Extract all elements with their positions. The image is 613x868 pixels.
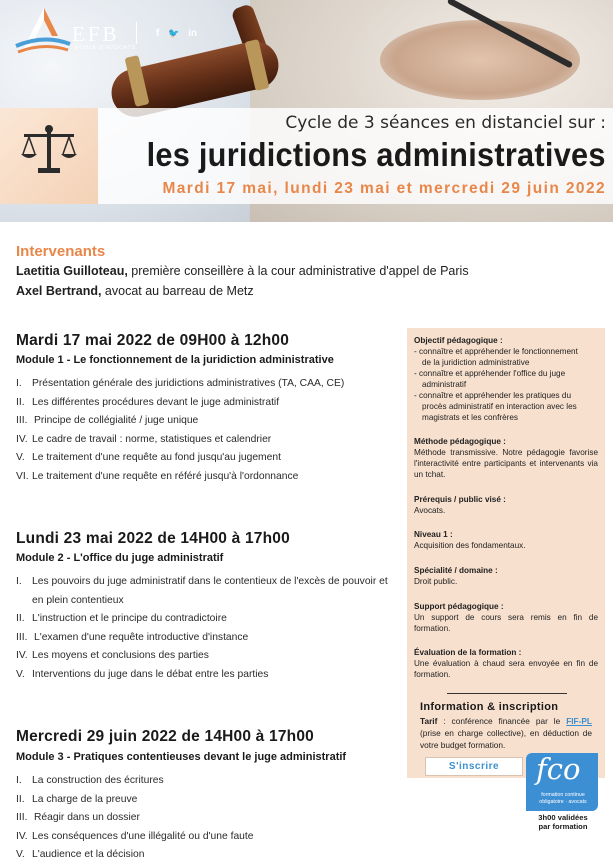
fco-logo-text: fco: [536, 752, 581, 786]
speaker-name: Axel Bertrand,: [16, 284, 102, 298]
list-item: I. Les pouvoirs du juge administratif dans le contentieux de l'excès de pouvoir et en plein contentieux: [16, 576, 388, 606]
fif-pl-link[interactable]: FIF-PL: [566, 716, 592, 726]
specialite-heading: Spécialité / domaine :: [414, 566, 498, 575]
evaluation-text: Une évaluation à chaud sera envoyée en fin de formation.: [414, 659, 598, 679]
tarif-label: Tarif: [420, 716, 438, 726]
linkedin-icon[interactable]: in: [188, 28, 198, 39]
session-dates: Mardi 17 mai, lundi 23 mai et mercredi 29 juin 2022: [162, 180, 606, 197]
specialite-text: Droit public.: [414, 577, 458, 586]
facebook-icon[interactable]: f: [156, 28, 160, 39]
objectif-item: administratif: [422, 380, 467, 389]
evaluation-heading: Évaluation de la formation :: [414, 648, 522, 657]
list-item: III. Principe de collégialité / juge unique: [16, 415, 199, 427]
efb-logo-icon[interactable]: [14, 6, 72, 58]
objectif-item: de la juridiction administrative: [422, 358, 530, 367]
speaker-role: première conseillère à la cour administrative d'appel de Paris: [127, 264, 469, 278]
page-title: les juridictions administratives: [146, 136, 606, 173]
list-item: IV. Les moyens et conclusions des parties: [16, 650, 209, 662]
methode-section: [414, 437, 598, 480]
methode-heading: Méthode pédagogique :: [414, 437, 506, 446]
session-1-date: Mardi 17 mai 2022 de 09H00 à 12h00: [16, 332, 290, 349]
list-item: I. La construction des écritures: [16, 775, 164, 786]
session-3-date: Mercredi 29 juin 2022 de 14H00 à 17h00: [16, 728, 314, 745]
fco-hours-label: [520, 814, 606, 831]
list-item: V. Interventions du juge dans le débat entre les parties: [16, 668, 269, 680]
support-text: Un support de cours sera remis en fin de formation.: [414, 613, 598, 633]
module-2-title: Module 2 - L'office du juge administratif: [16, 552, 224, 564]
objectif-item: - connaître et appréhender l'office du juge: [414, 369, 566, 378]
list-item: II. La charge de la preuve: [16, 793, 138, 805]
module-3-title: Module 3 - Pratiques contentieuses devant le juge administratif: [16, 751, 347, 763]
logo-text: EFB: [72, 22, 120, 46]
module-2-list: [16, 573, 396, 685]
support-section: [414, 602, 598, 634]
fco-subtitle-2: obligatoire · avocats: [539, 799, 587, 805]
scales-of-justice-icon: [20, 122, 78, 178]
module-3-list: [16, 772, 396, 865]
speaker-name: Laetitia Guilloteau,: [16, 264, 128, 278]
list-item: V. Le traitement d'une requête au fond jusqu'au jugement: [16, 452, 281, 464]
objectif-item: - connaître et appréhender le fonctionnement: [414, 347, 578, 356]
objectif-item: - connaître et appréhender les pratiques du: [414, 391, 572, 400]
specialite-section: [414, 566, 598, 587]
intervenants-heading: Intervenants: [16, 243, 106, 260]
info-inscription-heading: Information & inscription: [420, 701, 559, 713]
list-item: II. Les différentes procédures devant le juge administratif: [16, 396, 280, 408]
tarif-text: [420, 715, 592, 751]
list-item: I. Présentation générale des juridictions administratives (TA, CAA, CE): [16, 378, 345, 389]
logo-divider: [136, 22, 137, 44]
social-links: [156, 28, 203, 39]
list-item: III. L'examen d'une requête introductive d'instance: [16, 631, 249, 643]
niveau-text: Acquisition des fondamentaux.: [414, 541, 526, 550]
logo-subtext: ÉCOLE D'AVOCATS: [75, 45, 137, 51]
list-item: III. Réagir dans un dossier: [16, 812, 140, 824]
evaluation-section: [414, 648, 598, 680]
prerequis-text: Avocats.: [414, 506, 446, 515]
hand-image: [380, 20, 580, 100]
objectif-item: magistrats et les confrères: [422, 413, 519, 422]
sidebar-divider: [447, 693, 567, 694]
objectif-item: procès administratif en interaction avec les: [422, 402, 577, 411]
inscrire-button[interactable]: S'inscrire: [425, 757, 523, 776]
fco-hours-line: 3h00 validées: [538, 813, 588, 822]
speaker-item: [16, 264, 469, 278]
fco-subtitle-1: formation continue: [541, 792, 585, 798]
list-item: V. L'audience et la décision: [16, 849, 145, 861]
list-item: IV. Le cadre de travail : norme, statistiques et calendrier: [16, 433, 272, 445]
speaker-item: [16, 284, 254, 298]
objectif-heading: Objectif pédagogique :: [414, 336, 503, 345]
twitter-icon[interactable]: 🐦: [168, 28, 180, 38]
module-1-title: Module 1 - Le fonctionnement de la juridiction administrative: [16, 354, 334, 366]
objectif-section: [414, 336, 598, 423]
list-item: II. L'instruction et le principe du contradictoire: [16, 613, 227, 625]
support-heading: Support pédagogique :: [414, 602, 504, 611]
niveau-heading: Niveau 1 :: [414, 530, 453, 539]
cycle-subtitle: Cycle de 3 séances en distanciel sur :: [285, 113, 606, 133]
session-2-date: Lundi 23 mai 2022 de 14H00 à 17h00: [16, 530, 290, 547]
module-1-list: [16, 375, 396, 487]
list-item: VI. Le traitement d'une requête en référé jusqu'à l'ordonnance: [16, 470, 299, 482]
fco-hours-line: par formation: [538, 821, 588, 831]
tarif-text-part: : conférence financée par le: [437, 716, 567, 726]
methode-text: Méthode transmissive. Notre pédagogie favorise l'interactivité entre participants et intervenants via un tchat.: [414, 448, 598, 479]
speaker-role: avocat au barreau de Metz: [101, 284, 254, 298]
prerequis-heading: Prérequis / public visé :: [414, 495, 506, 504]
niveau-section: [414, 530, 598, 551]
tarif-text-part: (prise en charge collective), en déduction de votre budget formation.: [420, 728, 592, 750]
prerequis-section: [414, 495, 598, 516]
list-item: IV. Les conséquences d'une illégalité ou d'une faute: [16, 830, 254, 842]
